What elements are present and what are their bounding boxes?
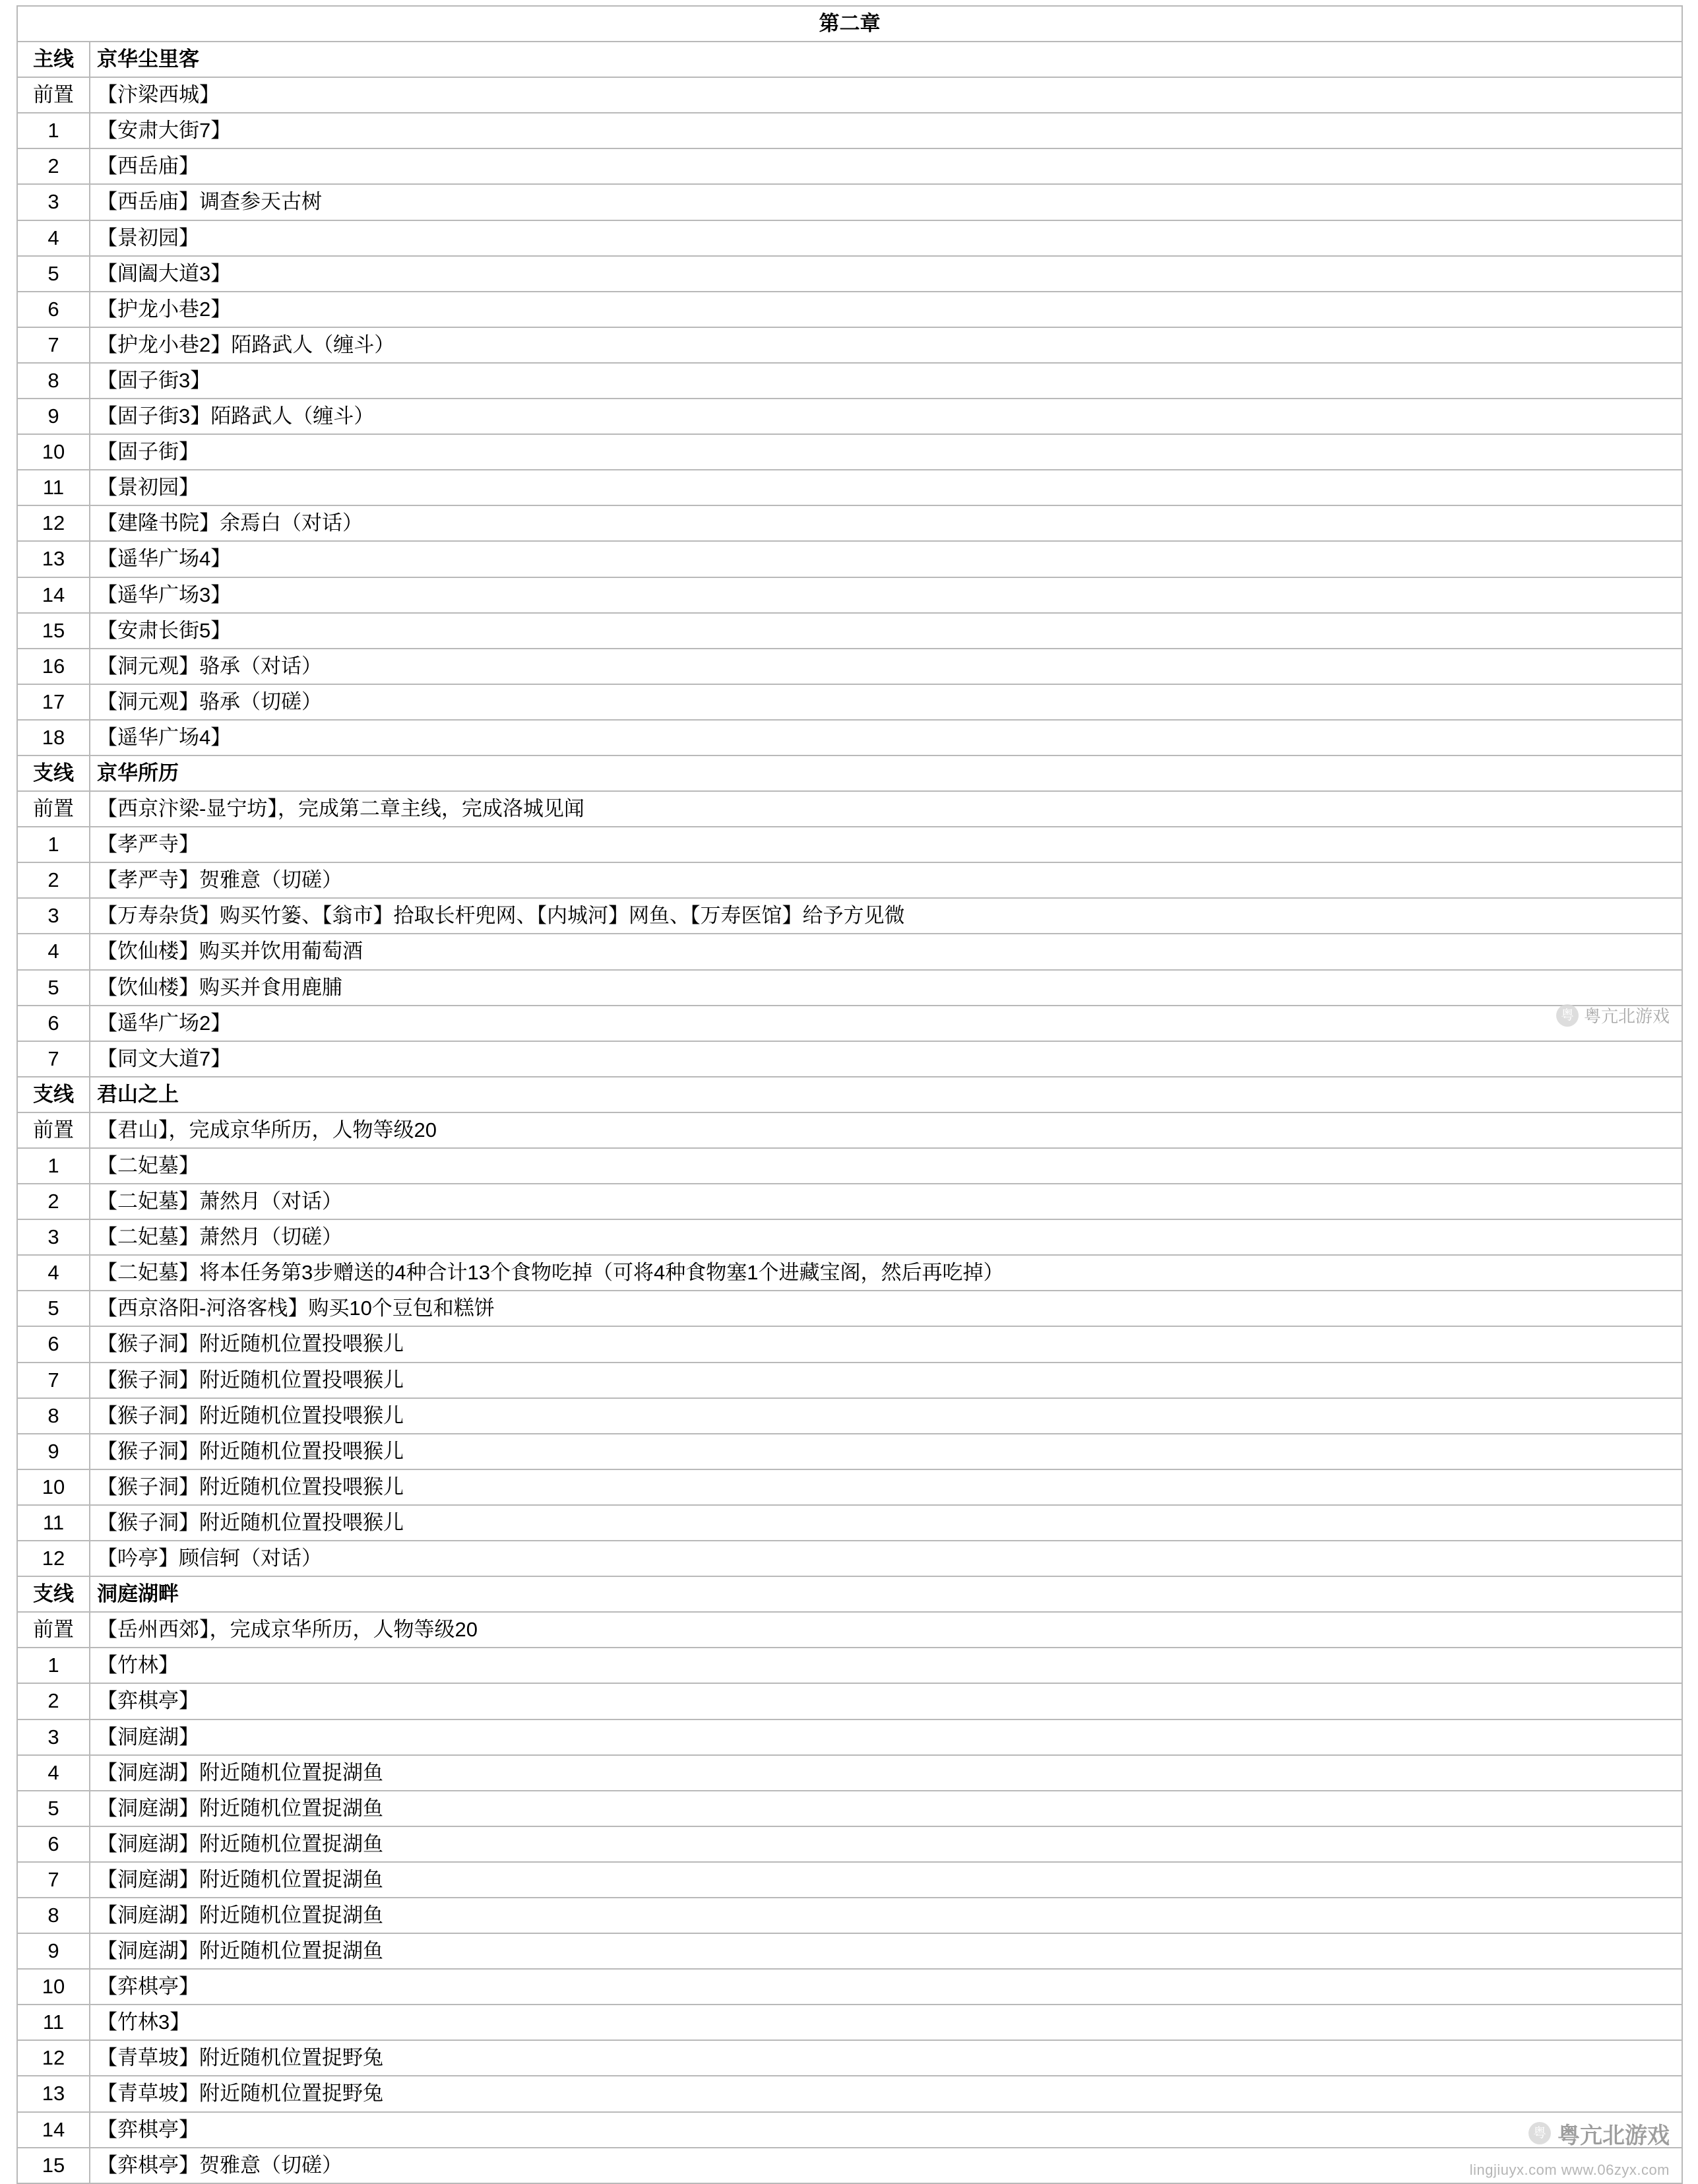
step-number: 3 (17, 1219, 90, 1255)
step-number: 8 (17, 1398, 90, 1434)
step-number: 4 (17, 934, 90, 969)
step-number: 12 (17, 1541, 90, 1576)
quest-step-row (17, 613, 1682, 649)
prerequisite-label: 前置 (17, 77, 90, 113)
quest-step-row (17, 649, 1682, 684)
quest-guide-body (17, 6, 1682, 2183)
quest-name: 京华尘里客 (90, 42, 1682, 77)
step-text: 【竹林】 (90, 1648, 1682, 1683)
step-number: 1 (17, 827, 90, 862)
step-number: 12 (17, 505, 90, 541)
step-number: 1 (17, 1648, 90, 1683)
quest-step-row (17, 2112, 1682, 2148)
quest-type-label: 支线 (17, 1077, 90, 1112)
quest-step-row (17, 1434, 1682, 1469)
step-number: 8 (17, 1898, 90, 1933)
step-number: 6 (17, 1006, 90, 1041)
step-text: 【阊阖大道3】 (90, 256, 1682, 292)
step-text: 【洞庭湖】附近随机位置捉湖鱼 (90, 1791, 1682, 1826)
step-text: 【猴子洞】附近随机位置投喂猴儿 (90, 1469, 1682, 1505)
step-number: 1 (17, 113, 90, 148)
prerequisite-text: 【西京汴梁-显宁坊】，完成第二章主线，完成洛城见闻 (90, 791, 1682, 827)
step-text: 【弈棋亭】 (90, 1969, 1682, 2005)
step-text: 【固子街】 (90, 434, 1682, 470)
quest-step-row (17, 1969, 1682, 2005)
step-text: 【弈棋亭】 (90, 2112, 1682, 2148)
step-number: 13 (17, 2076, 90, 2111)
step-text: 【吟亭】顾信轲（对话） (90, 1541, 1682, 1576)
prerequisite-row (17, 1612, 1682, 1648)
quest-step-row (17, 1326, 1682, 1362)
step-text: 【同文大道7】 (90, 1041, 1682, 1077)
quest-type-label: 支线 (17, 755, 90, 791)
quest-step-row (17, 1041, 1682, 1077)
quest-step-row (17, 2040, 1682, 2076)
step-text: 【洞庭湖】 (90, 1719, 1682, 1755)
step-text: 【遥华广场2】 (90, 1006, 1682, 1041)
step-number: 2 (17, 1184, 90, 1219)
step-text: 【护龙小巷2】 (90, 292, 1682, 327)
quest-step-row (17, 970, 1682, 1006)
quest-step-row (17, 1933, 1682, 1969)
step-text: 【孝严寺】贺雅意（切磋） (90, 862, 1682, 898)
quest-step-row (17, 577, 1682, 613)
step-text: 【二妃墓】萧然月（切磋） (90, 1219, 1682, 1255)
quest-step-row (17, 505, 1682, 541)
step-number: 5 (17, 256, 90, 292)
quest-step-row (17, 1683, 1682, 1719)
step-number: 6 (17, 1826, 90, 1862)
step-text: 【猴子洞】附近随机位置投喂猴儿 (90, 1434, 1682, 1469)
watermark-bottom-text: 粤亢北游戏 (1557, 2123, 1670, 2148)
step-number: 6 (17, 292, 90, 327)
step-text: 【弈棋亭】贺雅意（切磋） (90, 2148, 1682, 2183)
step-text: 【青草坡】附近随机位置捉野兔 (90, 2040, 1682, 2076)
step-text: 【洞元观】骆承（对话） (90, 649, 1682, 684)
quest-name: 洞庭湖畔 (90, 1576, 1682, 1612)
watermark-top (1556, 1003, 1670, 1027)
step-number: 9 (17, 399, 90, 434)
quest-step-row (17, 827, 1682, 862)
step-text: 【洞元观】骆承（切磋） (90, 684, 1682, 720)
quest-step-row (17, 1541, 1682, 1576)
step-text: 【猴子洞】附近随机位置投喂猴儿 (90, 1363, 1682, 1398)
step-number: 15 (17, 613, 90, 649)
quest-step-row (17, 1505, 1682, 1541)
step-number: 10 (17, 1969, 90, 2005)
prerequisite-label: 前置 (17, 1112, 90, 1148)
step-number: 7 (17, 1363, 90, 1398)
step-number: 11 (17, 470, 90, 505)
step-number: 2 (17, 148, 90, 184)
step-text: 【万寿杂货】购买竹篓、【翁市】拾取长杆兜网、【内城河】网鱼、【万寿医馆】给予方见微 (90, 898, 1682, 934)
chapter-title-row (17, 6, 1682, 42)
step-text: 【安肃长街5】 (90, 613, 1682, 649)
quest-step-row (17, 399, 1682, 434)
step-text: 【固子街3】陌路武人（缠斗） (90, 399, 1682, 434)
step-text: 【洞庭湖】附近随机位置捉湖鱼 (90, 1755, 1682, 1791)
step-number: 8 (17, 363, 90, 399)
prerequisite-label: 前置 (17, 1612, 90, 1648)
quest-section-header (17, 1576, 1682, 1612)
quest-step-row (17, 898, 1682, 934)
quest-step-row (17, 327, 1682, 363)
step-number: 4 (17, 1255, 90, 1291)
quest-step-row (17, 934, 1682, 969)
step-number: 13 (17, 541, 90, 577)
step-text: 【青草坡】附近随机位置捉野兔 (90, 2076, 1682, 2111)
quest-section-header (17, 42, 1682, 77)
step-text: 【二妃墓】将本任务第3步赠送的4种合计13个食物吃掉（可将4种食物塞1个进藏宝阁，然后再吃掉） (90, 1255, 1682, 1291)
step-text: 【猴子洞】附近随机位置投喂猴儿 (90, 1326, 1682, 1362)
quest-section-header (17, 755, 1682, 791)
step-number: 16 (17, 649, 90, 684)
step-number: 2 (17, 1683, 90, 1719)
quest-step-row (17, 541, 1682, 577)
quest-name: 京华所历 (90, 755, 1682, 791)
quest-type-label: 主线 (17, 42, 90, 77)
step-text: 【西京洛阳-河洛客栈】购买10个豆包和糕饼 (90, 1291, 1682, 1326)
step-number: 9 (17, 1434, 90, 1469)
step-number: 10 (17, 434, 90, 470)
step-number: 5 (17, 970, 90, 1006)
quest-step-row (17, 363, 1682, 399)
step-text: 【安肃大街7】 (90, 113, 1682, 148)
step-text: 【猴子洞】附近随机位置投喂猴儿 (90, 1505, 1682, 1541)
quest-step-row (17, 1755, 1682, 1791)
quest-step-row (17, 1219, 1682, 1255)
quest-step-row (17, 720, 1682, 755)
step-text: 【遥华广场4】 (90, 541, 1682, 577)
step-number: 18 (17, 720, 90, 755)
step-number: 9 (17, 1933, 90, 1969)
step-text: 【二妃墓】 (90, 1148, 1682, 1184)
step-text: 【饮仙楼】购买并饮用葡萄酒 (90, 934, 1682, 969)
step-number: 3 (17, 1719, 90, 1755)
step-number: 15 (17, 2148, 90, 2183)
quest-step-row (17, 434, 1682, 470)
watermark-subtext: lingjiuyx.com www.06zyx.com (1469, 2161, 1670, 2178)
prerequisite-row (17, 791, 1682, 827)
quest-step-row (17, 256, 1682, 292)
quest-name: 君山之上 (90, 1077, 1682, 1112)
quest-step-row (17, 2005, 1682, 2040)
watermark-badge-icon: 粤 (1556, 1004, 1579, 1027)
quest-step-row (17, 2076, 1682, 2111)
step-text: 【遥华广场3】 (90, 577, 1682, 613)
prerequisite-text: 【汴梁西城】 (90, 77, 1682, 113)
step-text: 【固子街3】 (90, 363, 1682, 399)
step-text: 【弈棋亭】 (90, 1683, 1682, 1719)
step-text: 【景初园】 (90, 470, 1682, 505)
quest-step-row (17, 1148, 1682, 1184)
step-number: 12 (17, 2040, 90, 2076)
step-number: 1 (17, 1148, 90, 1184)
prerequisite-text: 【岳州西郊】，完成京华所历，人物等级20 (90, 1612, 1682, 1648)
quest-step-row (17, 470, 1682, 505)
step-text: 【建隆书院】余焉白（对话） (90, 505, 1682, 541)
quest-step-row (17, 1184, 1682, 1219)
quest-step-row (17, 862, 1682, 898)
step-text: 【竹林3】 (90, 2005, 1682, 2040)
step-number: 11 (17, 1505, 90, 1541)
quest-type-label: 支线 (17, 1576, 90, 1612)
step-text: 【洞庭湖】附近随机位置捉湖鱼 (90, 1826, 1682, 1862)
step-text: 【洞庭湖】附近随机位置捉湖鱼 (90, 1898, 1682, 1933)
quest-step-row (17, 1898, 1682, 1933)
quest-step-row (17, 1862, 1682, 1898)
prerequisite-row (17, 1112, 1682, 1148)
quest-step-row (17, 1719, 1682, 1755)
step-number: 14 (17, 2112, 90, 2148)
quest-guide-table (16, 5, 1683, 2184)
chapter-title: 第二章 (17, 6, 1682, 42)
step-text: 【遥华广场4】 (90, 720, 1682, 755)
step-number: 4 (17, 220, 90, 256)
step-text: 【二妃墓】萧然月（对话） (90, 1184, 1682, 1219)
watermark-top-text: 粤亢北游戏 (1583, 1006, 1670, 1026)
step-text: 【洞庭湖】附近随机位置捉湖鱼 (90, 1933, 1682, 1969)
quest-step-row (17, 113, 1682, 148)
step-number: 14 (17, 577, 90, 613)
step-number: 5 (17, 1791, 90, 1826)
step-text: 【饮仙楼】购买并食用鹿脯 (90, 970, 1682, 1006)
step-text: 【西岳庙】 (90, 148, 1682, 184)
step-text: 【洞庭湖】附近随机位置捉湖鱼 (90, 1862, 1682, 1898)
step-text: 【西岳庙】调查参天古树 (90, 184, 1682, 220)
quest-step-row (17, 220, 1682, 256)
step-number: 7 (17, 1041, 90, 1077)
step-text: 【孝严寺】 (90, 827, 1682, 862)
quest-step-row (17, 1398, 1682, 1434)
step-number: 17 (17, 684, 90, 720)
quest-step-row (17, 1826, 1682, 1862)
quest-step-row (17, 2148, 1682, 2183)
quest-step-row (17, 148, 1682, 184)
quest-step-row (17, 1006, 1682, 1041)
quest-step-row (17, 1255, 1682, 1291)
quest-step-row (17, 684, 1682, 720)
step-text: 【护龙小巷2】陌路武人（缠斗） (90, 327, 1682, 363)
step-number: 2 (17, 862, 90, 898)
quest-step-row (17, 1791, 1682, 1826)
quest-step-row (17, 1363, 1682, 1398)
quest-step-row (17, 184, 1682, 220)
prerequisite-text: 【君山】，完成京华所历，人物等级20 (90, 1112, 1682, 1148)
step-number: 3 (17, 184, 90, 220)
step-number: 11 (17, 2005, 90, 2040)
step-number: 6 (17, 1326, 90, 1362)
step-number: 7 (17, 1862, 90, 1898)
prerequisite-row (17, 77, 1682, 113)
quest-step-row (17, 1291, 1682, 1326)
step-number: 5 (17, 1291, 90, 1326)
step-number: 7 (17, 327, 90, 363)
step-text: 【猴子洞】附近随机位置投喂猴儿 (90, 1398, 1682, 1434)
step-text: 【景初园】 (90, 220, 1682, 256)
quest-step-row (17, 1469, 1682, 1505)
quest-section-header (17, 1077, 1682, 1112)
watermark-bottom (1528, 2117, 1670, 2150)
step-number: 10 (17, 1469, 90, 1505)
watermark-badge-icon-2: 粤 (1528, 2122, 1551, 2144)
quest-step-row (17, 1648, 1682, 1683)
prerequisite-label: 前置 (17, 791, 90, 827)
step-number: 4 (17, 1755, 90, 1791)
step-number: 3 (17, 898, 90, 934)
guide-sheet (16, 0, 1682, 2184)
quest-step-row (17, 292, 1682, 327)
